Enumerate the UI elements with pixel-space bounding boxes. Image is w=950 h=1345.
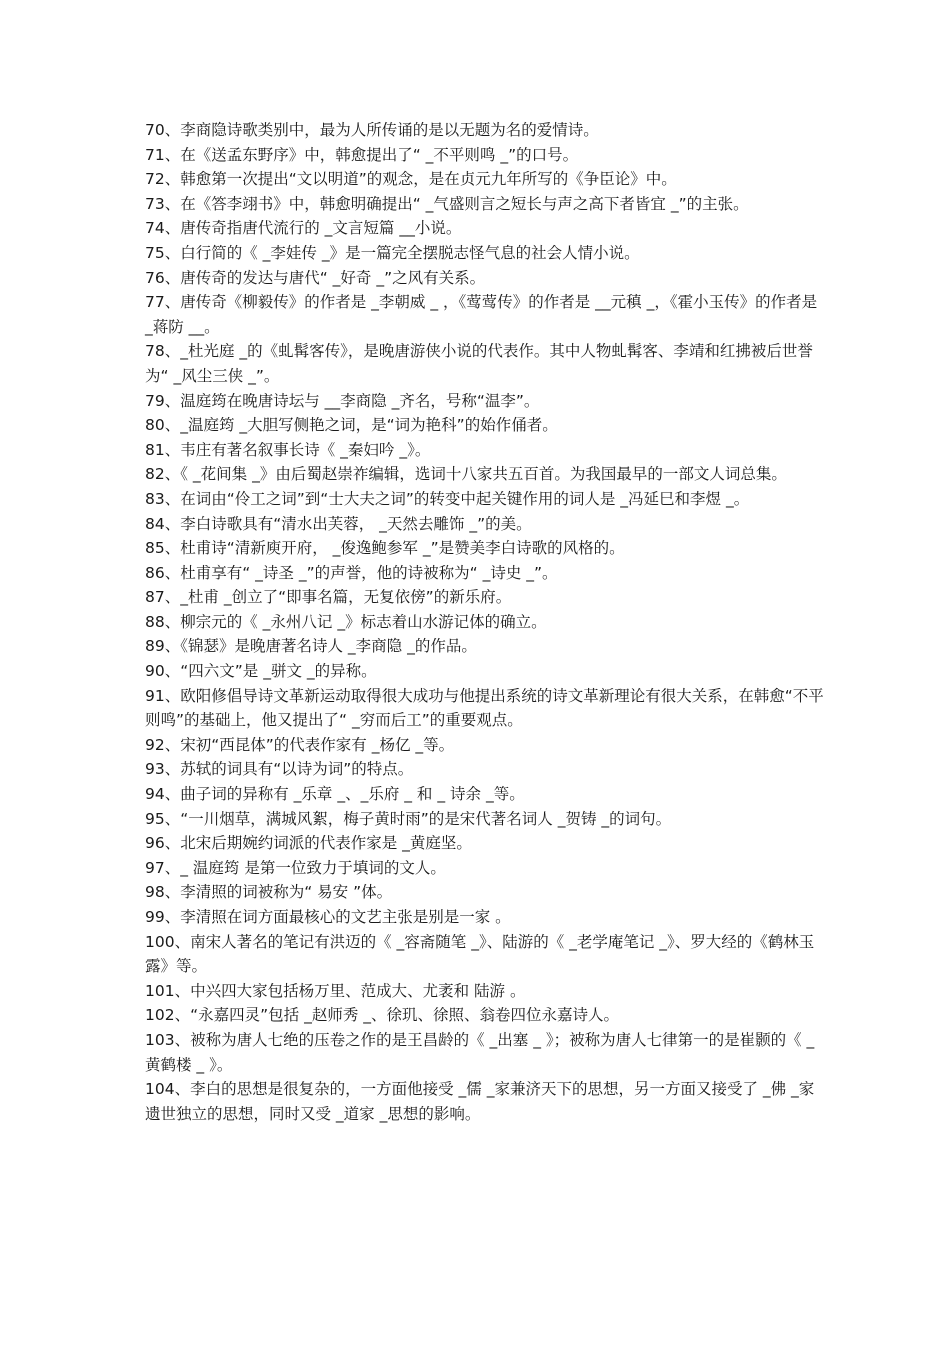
list-item: 98、李清照的词被称为“ 易安 ”体。 <box>145 883 393 902</box>
list-item: 75、白行简的《 _李娃传 _》是一篇完全摆脱志怪气息的社会人情小说。 <box>145 243 640 262</box>
list-item: 89、《锦瑟》是晚唐著名诗人 _李商隐 _的作品。 <box>145 637 477 656</box>
list-item: 84、李白诗歌具有“清水出芙蓉， _天然去雕饰 _”的美。 <box>145 514 532 533</box>
list-item: 78、_杜光庭 _的《虬髯客传》，是晚唐游侠小说的代表作。其中人物虬髯客、李靖和红拂被后世誉为“ _风尘三侠 _”。 <box>145 342 813 385</box>
list-item: 103、被称为唐人七绝的压卷之作的是王昌龄的《 _出塞 _ 》；被称为唐人七律第一的是崔颢的《 _黄鹤楼 _ 》。 <box>145 1030 815 1074</box>
list-item: 82、《 _花间集 _》由后蜀赵崇祚编辑，选词十八家共五百首。为我国最早的一部文人词总集。 <box>145 465 787 484</box>
list-item: 70、李商隐诗歌类别中，最为人所传诵的是以无题为名的爱情诗。 <box>145 121 599 139</box>
list-item: 83、在词由“伶工之词”到“士大夫之词”的转变中起关键作用的词人是 _冯延巳和李煜 _。 <box>145 489 750 508</box>
list-item: 102、“永嘉四灵”包括 _赵师秀 _、徐玑、徐照、翁卷四位永嘉诗人。 <box>145 1006 620 1025</box>
list-item: 96、北宋后期婉约词派的代表作家是 _黄庭坚。 <box>145 834 472 853</box>
question-list <box>145 118 825 1126</box>
list-item: 74、唐传奇指唐代流行的 _文言短篇 __小说。 <box>145 219 462 238</box>
list-item: 71、在《送孟东野序》中，韩愈提出了“ _不平则鸣 _”的口号。 <box>145 145 579 164</box>
list-item: 86、杜甫享有“ _诗圣 _”的声誉，他的诗被称为“ _诗史 _”。 <box>145 563 558 582</box>
list-item: 100、南宋人著名的笔记有洪迈的《 _容斋随笔 _》、陆游的《 _老学庵笔记 _》、罗大经的《鹤林玉露》等。 <box>145 932 815 976</box>
list-item: 97、_ 温庭筠 是第一位致力于填词的文人。 <box>145 858 446 877</box>
list-item: 81、韦庄有著名叙事长诗《 _秦妇吟 _》。 <box>145 440 431 459</box>
list-item: 94、曲子词的异称有 _乐章 _、_乐府 _ 和 _ 诗余 _等。 <box>145 785 525 804</box>
list-item: 93、苏轼的词具有“以诗为词”的特点。 <box>145 760 414 779</box>
list-item: 88、柳宗元的《 _永州八记 _》标志着山水游记体的确立。 <box>145 612 547 631</box>
list-item: 90、“四六文”是 _骈文 _的异称。 <box>145 662 377 681</box>
list-item: 85、杜甫诗“清新庾开府， _俊逸鲍参军 _”是赞美李白诗歌的风格的。 <box>145 539 625 558</box>
list-item: 95、“一川烟草，满城风絮，梅子黄时雨”的是宋代著名词人 _贺铸 _的词句。 <box>145 809 672 828</box>
list-item: 79、温庭筠在晚唐诗坛与 __李商隐 _齐名，号称“温李”。 <box>145 391 540 410</box>
list-item: 73、在《答李翊书》中，韩愈明确提出“ _气盛则言之短长与声之高下者皆宜 _”的主张。 <box>145 194 749 213</box>
list-item: 80、_温庭筠 _大胆写侧艳之词，是“词为艳科”的始作俑者。 <box>145 416 558 435</box>
list-item: 104、李白的思想是很复杂的，一方面他接受 _儒 _家兼济天下的思想，另一方面又接受了 _佛 _家遗世独立的思想，同时又受 _道家 _思想的影响。 <box>145 1080 815 1123</box>
list-item: 72、韩愈第一次提出“文以明道”的观念，是在贞元九年所写的《争臣论》中。 <box>145 170 677 189</box>
list-item: 87、_杜甫 _创立了“即事名篇，无复依傍”的新乐府。 <box>145 588 512 607</box>
list-item: 91、欧阳修倡导诗文革新运动取得很大成功与他提出系统的诗文革新理论有很大关系，在韩愈“不平则鸣”的基础上，他又提出了“ _穷而后工”的重要观点。 <box>145 686 824 730</box>
list-item: 77、唐传奇《柳毅传》的作者是 _李朝威 _ ，《莺莺传》的作者是 __元稹 _，《霍小玉传》的作者是 _蒋防 __。 <box>145 293 818 336</box>
list-item: 76、唐传奇的发达与唐代“ _好奇 _”之风有关系。 <box>145 268 486 287</box>
list-item: 101、中兴四大家包括杨万里、范成大、尤袤和 陆游 。 <box>145 981 526 1000</box>
list-item: 92、宋初“西昆体”的代表作家有 _杨亿 _等。 <box>145 735 455 754</box>
list-item: 99、李清照在词方面最核心的文艺主张是别是一家 。 <box>145 908 511 926</box>
